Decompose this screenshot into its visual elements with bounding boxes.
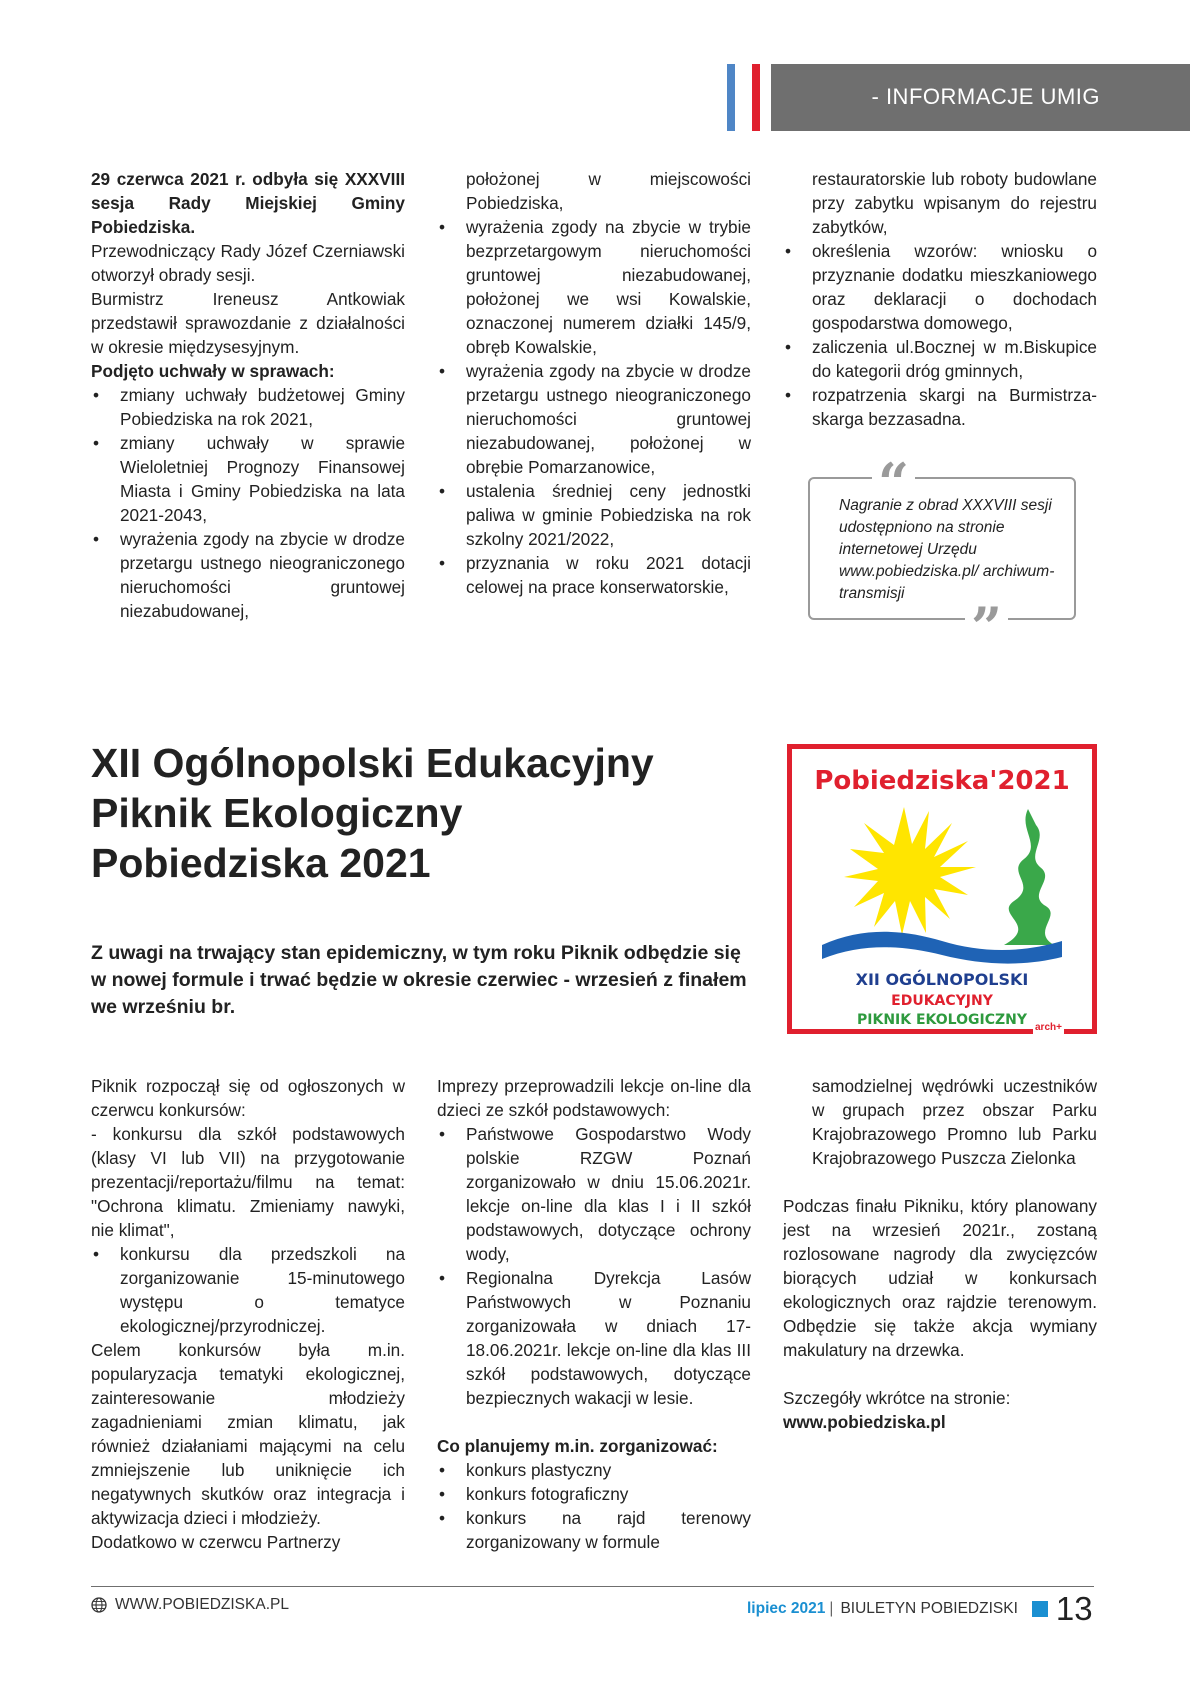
title-line: Pobiedziska 2021 [91, 840, 431, 886]
list-item: • rozpatrzenia skargi na Burmistrza- skarga bezzasadna. [783, 383, 1097, 431]
page-number: 13 [1055, 1590, 1093, 1627]
plans-list [437, 1458, 751, 1554]
website-link[interactable]: www.pobiedziska.pl [783, 1412, 946, 1432]
list-item: • wyrażenia zgody na zbycie w drodze przetargu ustnego nieograniczonego nieruchomości gruntowej niezabudowanej, [91, 527, 405, 623]
section-title: - INFORMACJE UMIG [871, 84, 1100, 109]
list-item: • zmiany uchwały budżetowej Gminy Pobiedziska na rok 2021, [91, 383, 405, 431]
article2-lead: Z uwagi na trwający stan epidemiczny, w tym roku Piknik odbędzie się w nowej formule i trwać będzie w okresie czerwiec - wrzesień z finałem we wrześniu br. [91, 942, 747, 1018]
list-item: • ustalenia średniej ceny jednostki paliwa w gminie Pobiedziska na rok szkolny 2021/2022, [437, 479, 751, 551]
section-header [771, 64, 1190, 131]
contests-intro: Piknik rozpoczął się od ogłoszonych w czerwcu konkursów: [91, 1076, 405, 1120]
sun-icon [844, 807, 976, 935]
logo-line-3: PIKNIK EKOLOGICZNY [857, 1012, 1027, 1028]
partners-text: Dodatkowo w czerwcu Partnerzy [91, 1532, 341, 1552]
list-continuation: samodzielnej wędrówki uczestników w grupach przez obszar Parku Krajobrazowego Promno lub Parku Krajobrazowego Puszcza Zielonka [812, 1076, 1097, 1168]
details-text: Szczegóły wkrótce na stronie: [783, 1388, 1011, 1408]
list-item: • wyrażenia zgody na zbycie w trybie bezprzetargowym nieruchomości gruntowej niezabudowanej, położonej we wsi Kowalskie, oznaczonej numerem działki 145/9, obręb Kowalskie, [437, 215, 751, 359]
article2-column-1 [91, 1074, 405, 1554]
article2-column-2 [437, 1074, 751, 1554]
contest-goal: Celem konkursów była m.in. popularyzacja tematyki ekologicznej, zainteresowanie młodzieży zagadnieniami zmian klimatu, jak również działaniami mającymi na celu zmniejszenie lub uniknięcie ich negatywnych skutków oraz integracja i aktywizacja dzieci i młodzieży. [91, 1340, 405, 1528]
article2-column-3 [783, 1074, 1097, 1434]
footer-rule [91, 1586, 1094, 1587]
picnic-logo-graphic [792, 749, 1092, 1029]
school-contest: - konkursu dla szkół podstawowych (klasy VI lub VII) na przygotowanie prezentacji/reportażu/filmu na temat: "Ochrona klimatu. Zmieniamy nawyki, nie klimat", [91, 1124, 405, 1240]
list-item: • konkurs na rajd terenowy zorganizowany w formule [437, 1506, 751, 1554]
footer-website [91, 1596, 289, 1614]
list-item: • przyznania w roku 2021 dotacji celowej na prace konserwatorskie, [437, 551, 751, 599]
list-continuation: restauratorskie lub roboty budowlane przy zabytku wpisanym do rejestru zabytków, [812, 169, 1097, 237]
globe-icon [91, 1597, 107, 1613]
list-item: • wyrażenia zgody na zbycie w drodze przetargu ustnego nieograniczonego nieruchomości gruntowej niezabudowanej, położonej w obrębie Pomarzanowice, [437, 359, 751, 479]
recording-note: Nagranie z obrad XXXVIII sesji udostępniono na stronie internetowej Urzędu www.pobiedziska.pl/ archiwum-transmisji [839, 497, 1055, 602]
list-item: • konkurs plastyczny [437, 1458, 751, 1482]
article1-column-1 [91, 167, 405, 623]
mayor-report: Burmistrz Ireneusz Antkowiak przedstawił sprawozdanie z działalności w okresie międzysesyjnym. [91, 289, 405, 357]
resolutions-heading: Podjęto uchwały w sprawach: [91, 361, 335, 381]
footer-divider: | [829, 1599, 834, 1617]
quote-close-icon: ” [965, 600, 1008, 654]
resolutions-list-1 [91, 383, 405, 623]
article1-column-2 [437, 167, 751, 599]
footer-issue [747, 1592, 1093, 1625]
list-item: • Regionalna Dyrekcja Lasów Państwowych w Poznaniu zorganizowała w dniach 17-18.06.2021r. lekcje on-line dla klas III szkół podstawowych, dotyczące bezpiecznych wakacji w lesie. [437, 1266, 751, 1410]
resolutions-list-3 [783, 239, 1097, 431]
list-continuation: położonej w miejscowości Pobiedziska, [466, 169, 751, 213]
plans-heading: Co planujemy m.in. zorganizować: [437, 1436, 718, 1456]
online-lessons-list [437, 1122, 751, 1410]
issue-month: lipiec 2021 [747, 1599, 826, 1617]
picnic-logo [787, 744, 1097, 1034]
preschool-list [91, 1242, 405, 1338]
logo-mark: arch+ [1035, 1022, 1062, 1033]
tree-icon [1004, 809, 1054, 945]
article2-title [91, 738, 654, 888]
list-item: • konkursu dla przedszkoli na zorganizowanie 15-minutowego występu o tematyce ekologicznej/przyrodniczej. [91, 1242, 405, 1338]
list-item: • zaliczenia ul.Bocznej w m.Biskupice do kategorii dróg gminnych, [783, 335, 1097, 383]
header-stripe-blue [727, 64, 735, 131]
logo-top-text: Pobiedziska'2021 [814, 766, 1070, 796]
session-opening: Przewodniczący Rady Józef Czerniawski otworzył obrady sesji. [91, 241, 405, 285]
logo-line-1: XII OGÓLNOPOLSKI [855, 970, 1029, 989]
title-line: XII Ogólnopolski Edukacyjny [91, 740, 654, 786]
header-stripe-red [752, 64, 760, 131]
article1-column-3 [783, 167, 1097, 431]
list-item: • Państwowe Gospodarstwo Wody polskie RZGW Poznań zorganizowało w dniu 15.06.2021r. lekcje on-line dla klas I i II szkół podstawowych, dotyczące ochrony wody, [437, 1122, 751, 1266]
quote-open-icon: “ [872, 456, 915, 510]
session-intro: 29 czerwca 2021 r. odbyła się XXXVIII sesja Rady Miejskiej Gminy Pobiedziska. [91, 169, 405, 237]
list-item: • określenia wzorów: wniosku o przyznanie dodatku mieszkaniowego oraz deklaracji o dochodach gospodarstwa domowego, [783, 239, 1097, 335]
list-item: • zmiany uchwały w sprawie Wieloletniej Prognozy Finansowej Miasta i Gminy Pobiedziska na lata 2021-2043, [91, 431, 405, 527]
title-line: Piknik Ekologiczny [91, 790, 463, 836]
bulletin-title: BIULETYN POBIEDZISKI [840, 1599, 1018, 1617]
footer-website-text[interactable]: WWW.POBIEDZISKA.PL [115, 1596, 289, 1613]
finale-text: Podczas finału Pikniku, który planowany jest na wrzesień 2021r., zostaną rozlosowane nagrody dla zwycięzców biorących udział w konkursach ekologicznych oraz rajdzie terenowym. Odbędzie się także akcja wymiany makulatury na drzewka. [783, 1196, 1097, 1360]
page-marker-icon [1032, 1601, 1048, 1617]
logo-line-2: EDUKACYJNY [891, 993, 993, 1009]
online-lessons-intro: Imprezy przeprowadzili lekcje on-line dla dzieci ze szkół podstawowych: [437, 1076, 751, 1120]
resolutions-list-2 [437, 215, 751, 599]
list-item: • konkurs fotograficzny [437, 1482, 751, 1506]
